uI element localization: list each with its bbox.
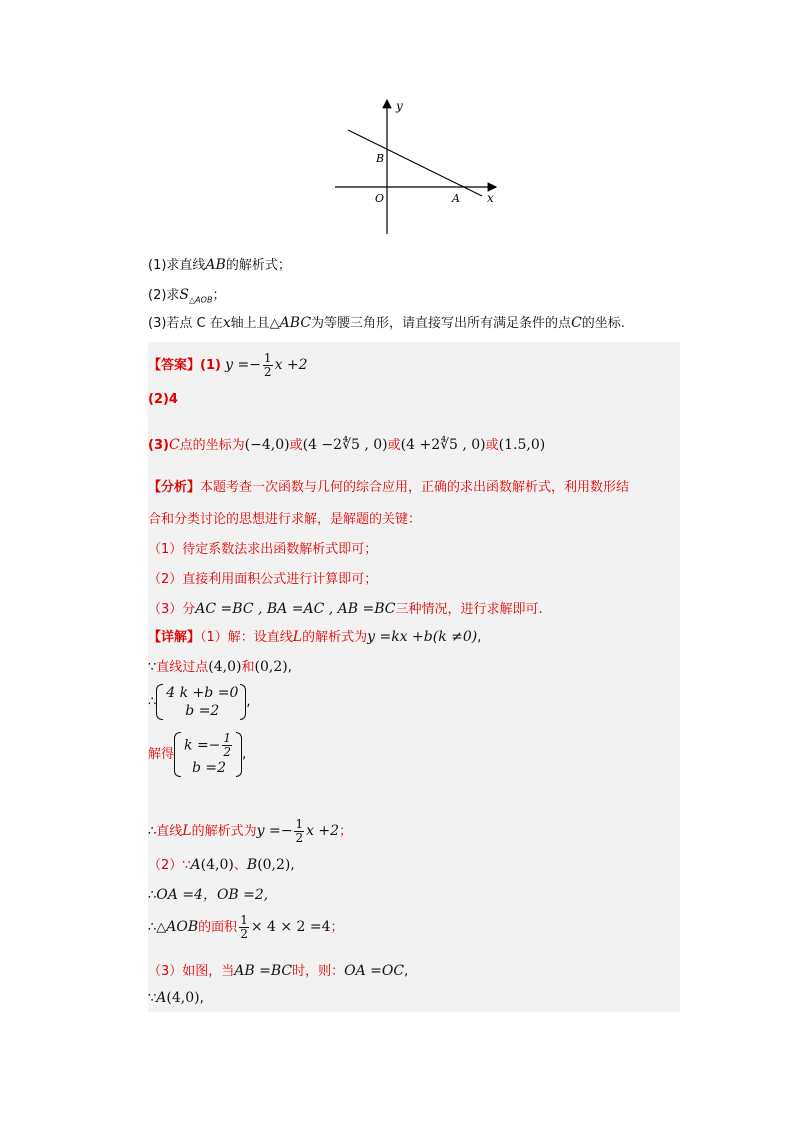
answer-3 (148, 434, 545, 453)
answer-1-frac (263, 352, 273, 379)
detail-9-mid: 时，则： (292, 964, 345, 979)
detail-line-4 (148, 732, 246, 777)
q3-mid: 轴上且△ (230, 316, 280, 331)
label-b: B (376, 152, 385, 165)
q1-var: AB (205, 257, 226, 273)
analysis-text-1: 本题考查一次函数与几何的综合应用，正确的求出函数解析式，利用数形结 (200, 480, 630, 495)
question-2 (148, 286, 225, 310)
answer-3-or-1: 或 (289, 438, 303, 453)
system-2-den: 2 (223, 745, 232, 759)
detail-8-den: 2 (240, 927, 248, 941)
detail-8-aob: AOB (166, 919, 199, 935)
q2-suffix: ； (212, 288, 226, 303)
q3-prefix: (3)若点 C 在 (148, 316, 223, 331)
detail-5-mid: 的解析式为 (191, 824, 257, 839)
therefore-symbol: ∴ (148, 920, 157, 935)
detail-line-1 (148, 626, 481, 645)
system-2-num: 1 (223, 731, 232, 745)
detail-line-6 (148, 854, 295, 873)
detail-5-lhs: y =− (256, 823, 293, 839)
therefore-symbol: ∴ (148, 888, 157, 903)
answer-3-text: 点的坐标为 (179, 438, 245, 453)
label-a: A (452, 192, 460, 205)
therefore-symbol: ∴ (148, 824, 157, 839)
detail-line-3 (148, 684, 251, 720)
analysis-p3-prefix: （3）分 (148, 602, 196, 617)
system-2-frac (222, 732, 232, 759)
equation-system-1 (156, 684, 246, 720)
detail-6-pB: (0,2) (257, 857, 291, 873)
equation-system-2 (174, 732, 242, 777)
detail-1-cond: (k ≠0) (432, 629, 478, 645)
answer-2: (2)4 (148, 392, 178, 407)
q3-abc: ABC (279, 315, 312, 331)
analysis-p3-eq: AC =BC , BA =AC , AB =BC (195, 601, 396, 617)
detail-line-10 (148, 990, 204, 1006)
analysis-line-2: 合和分类讨论的思想进行求解，是解题的关键： (148, 512, 422, 527)
analysis-tag: 【分析】 (148, 480, 201, 495)
answer-3-coord-3: (4 +2∜5 , 0) (400, 437, 486, 453)
detail-7-text: OA =4，OB =2, (156, 887, 269, 903)
label-x: x (487, 191, 494, 205)
q3-x: x (222, 315, 231, 331)
detail-line-8 (148, 914, 344, 941)
system-2-row-1 (184, 732, 234, 759)
detail-10-point: (4,0) (166, 990, 200, 1006)
answer-3-label: (3) (148, 438, 169, 453)
triangle-symbol: △ (156, 920, 167, 935)
detail-9-end: , (404, 964, 409, 979)
answer-3-c: C (168, 437, 180, 453)
detail-5-den: 2 (295, 831, 304, 845)
question-3 (148, 314, 625, 333)
detail-6-A: A (190, 857, 201, 873)
answer-3-coord-4: (1.5,0) (498, 437, 546, 453)
detail-line-2 (148, 656, 292, 675)
detail-2-and: 和 (241, 660, 255, 675)
detail-5-num: 1 (295, 817, 304, 831)
detail-5-text: 直线 (156, 824, 183, 839)
answer-3-coord-1: (−4,0) (244, 437, 290, 453)
detail-2-point-2: (0,2) (254, 659, 288, 675)
detail-8-rest: × 4 × 2 =4 (250, 919, 331, 935)
q3-c: C (571, 315, 582, 331)
detail-1-end: , (477, 630, 482, 645)
q1-suffix: 的解析式； (225, 258, 291, 273)
system-1-row-2: b =2 (185, 703, 220, 719)
detail-9-eq2: OA =OC (344, 963, 405, 979)
detail-1-prefix: （1）解：设直线 (200, 630, 293, 645)
answer-block (148, 342, 680, 1012)
analysis-point-2: （2）直接利用面积公式进行计算即可； (148, 572, 378, 587)
because-symbol: ∵ (148, 660, 157, 675)
detail-2-point-1: (4,0) (208, 659, 242, 675)
q1-prefix: (1)求直线 (148, 258, 206, 273)
detail-line-9 (148, 960, 408, 979)
answer-1-num: 1 (263, 351, 272, 365)
answer-1-label: (1) (200, 358, 221, 373)
figure-svg (320, 92, 510, 242)
detail-6-end: , (290, 858, 295, 873)
line-ab (348, 130, 482, 196)
detail-8-num: 1 (240, 913, 248, 927)
coordinate-figure (320, 92, 510, 242)
detail-line-5 (148, 818, 352, 845)
q3-suffix: 的坐标. (581, 316, 625, 331)
detail-1-L: L (292, 629, 303, 645)
q2-var: S (179, 287, 190, 303)
detail-9-eq1: AB =BC (234, 963, 293, 979)
q2-prefix: (2)求 (148, 288, 180, 303)
detail-3-end: , (246, 694, 251, 710)
detail-5-rhs: x +2 (306, 823, 340, 839)
answer-1-rhs: x +2 (274, 357, 308, 373)
detail-4-end: , (242, 747, 247, 762)
because-symbol: ∵ (148, 991, 157, 1006)
answer-3-or-3: 或 (485, 438, 499, 453)
detail-10-A: A (156, 990, 167, 1006)
detail-6-prefix: （2）∵ (148, 858, 191, 873)
detail-9-prefix: （3）如图，当 (148, 964, 235, 979)
label-origin: O (375, 192, 385, 205)
answer-3-or-2: 或 (387, 438, 401, 453)
label-y: y (396, 99, 403, 113)
detail-10-end: , (199, 991, 204, 1006)
therefore-symbol: ∴ (148, 694, 157, 710)
detail-2-text: 直线过点 (156, 660, 209, 675)
detail-2-end: , (287, 660, 292, 675)
detail-5-end: ； (339, 824, 353, 839)
question-1 (148, 256, 291, 275)
system-2-k: k =− (184, 737, 221, 754)
analysis-point-3 (148, 598, 543, 617)
detail-1-eq: y =kx +b (367, 629, 433, 645)
detail-6-sep: 、 (233, 858, 247, 873)
detail-8-text: 的面积 (198, 920, 238, 935)
q2-sub: △AOB (189, 295, 213, 305)
detail-4-text: 解得 (148, 747, 175, 762)
answer-1-lhs: y =− (225, 357, 261, 373)
detail-8-frac (239, 914, 249, 941)
detail-1-mid: 的解析式为 (302, 630, 368, 645)
detail-line-7 (148, 884, 268, 904)
system-1-row-1: 4 k +b =0 (166, 685, 239, 701)
detail-8-end: ； (330, 920, 344, 935)
analysis-p3-suffix: 三种情况，进行求解即可. (395, 602, 543, 617)
detail-6-pA: (4,0) (200, 857, 234, 873)
answer-3-coord-2: (4 −2∜5 , 0) (302, 437, 388, 453)
q3-mid2: 为等腰三角形，请直接写出所有满足条件的点 (311, 316, 572, 331)
detail-5-frac (294, 818, 304, 845)
detail-tag: 【详解】 (148, 630, 201, 645)
answer-1-den: 2 (263, 365, 272, 379)
analysis-point-1: （1）待定系数法求出函数解析式即可； (148, 542, 378, 557)
detail-6-B: B (246, 857, 258, 873)
answer-1 (148, 352, 308, 379)
analysis-line-1 (148, 476, 629, 495)
answer-tag: 【答案】 (148, 358, 201, 373)
system-2-row-2: b =2 (192, 760, 227, 776)
detail-5-L: L (182, 823, 192, 839)
